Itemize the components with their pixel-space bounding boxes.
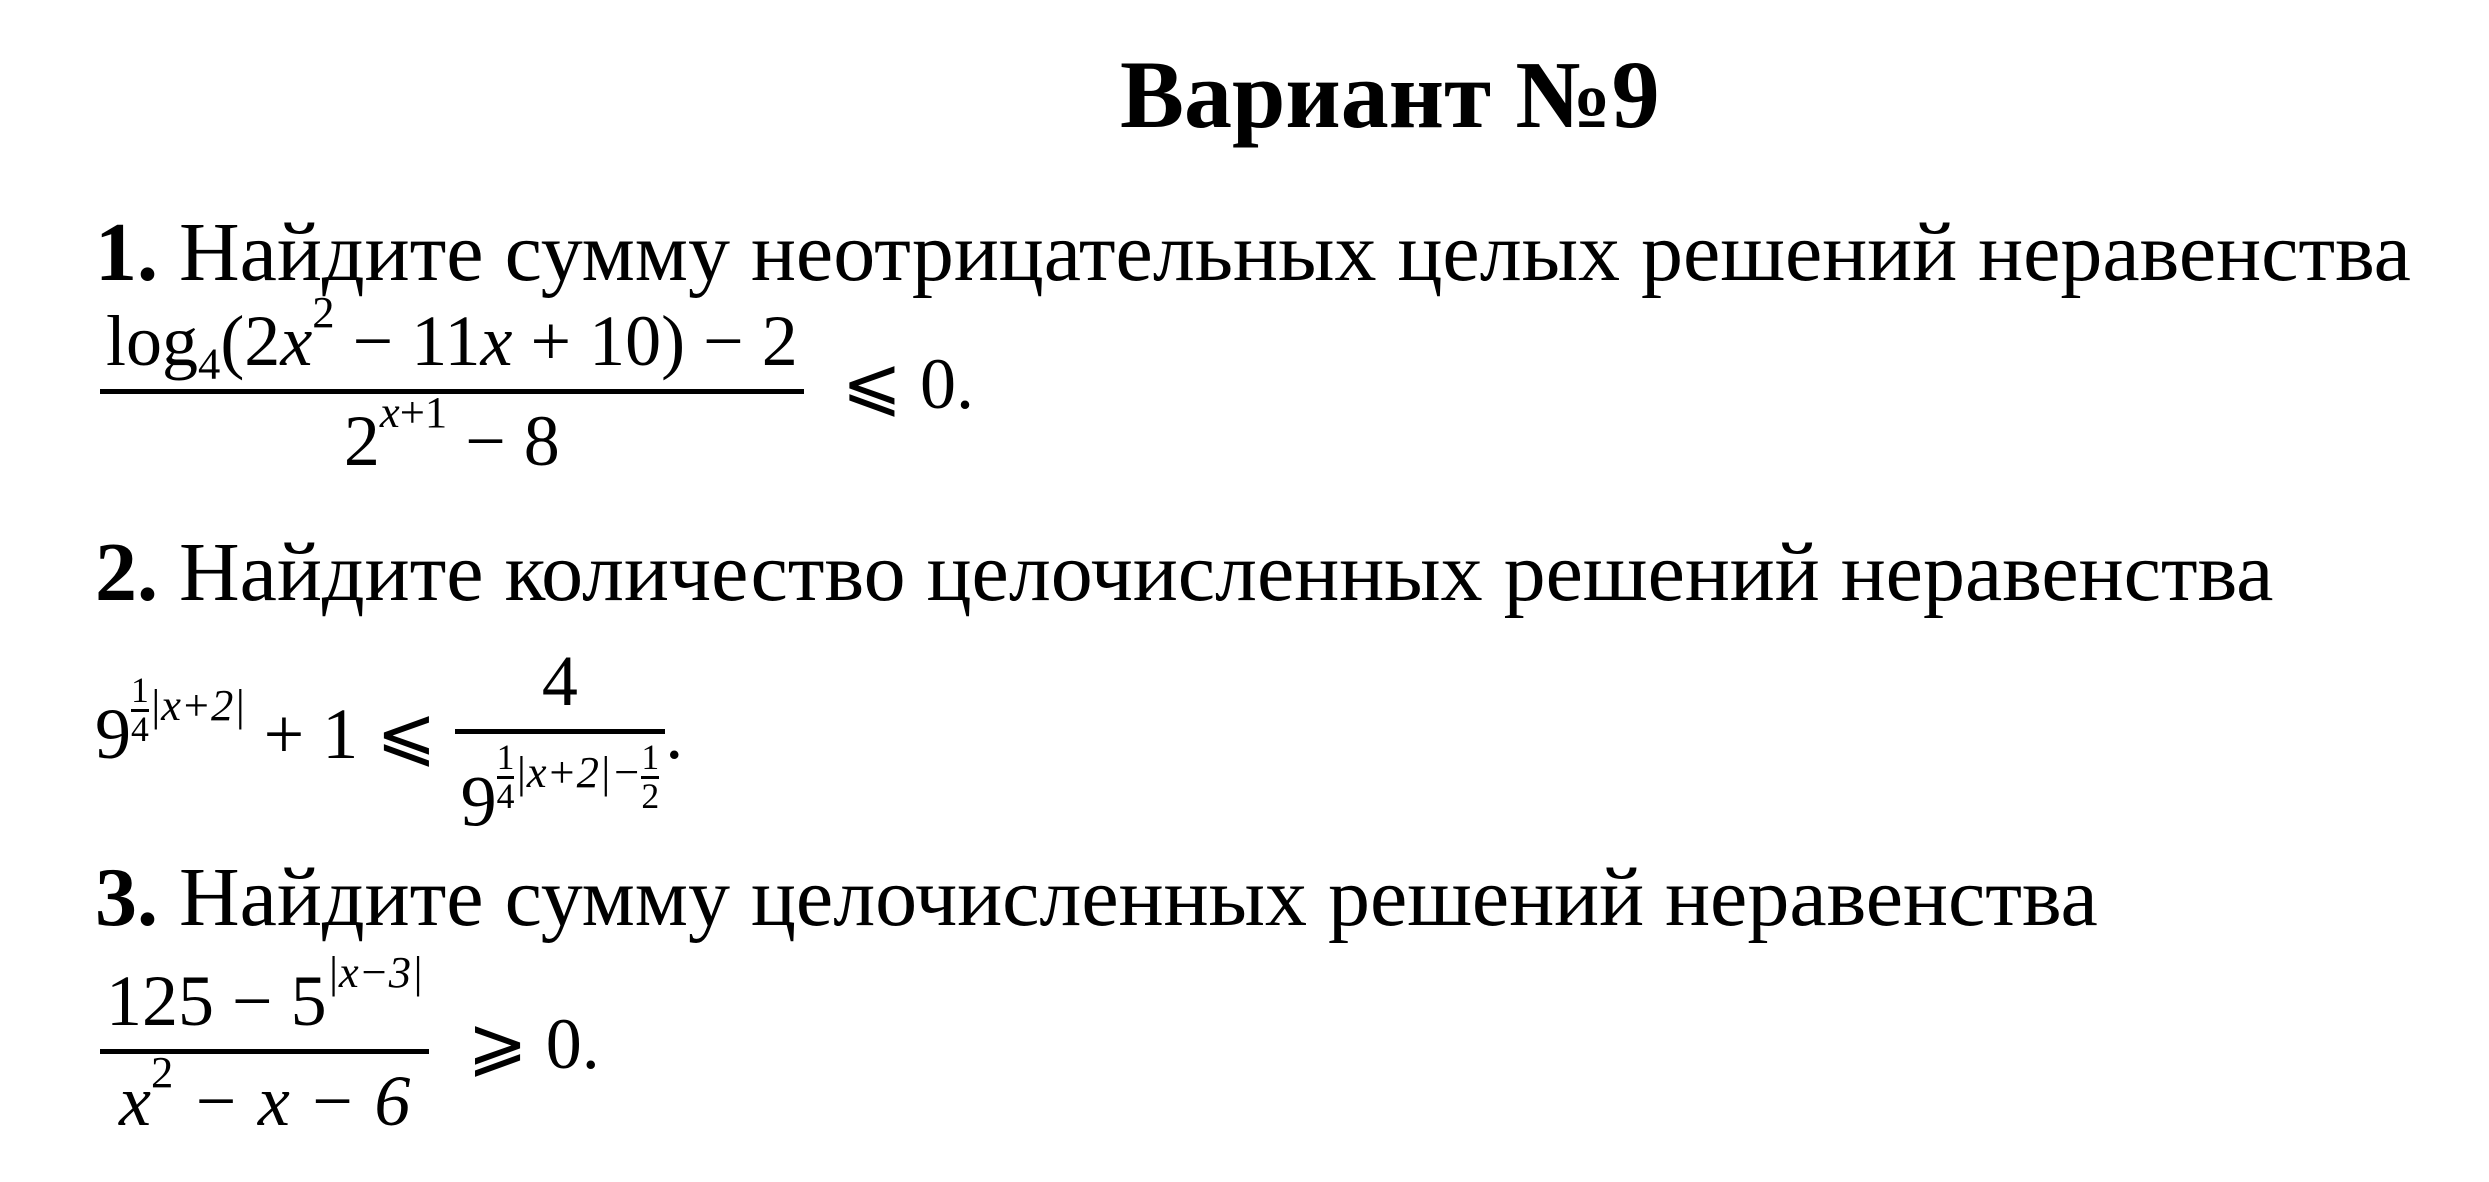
problem-2-lhs: 9 $^{\frac{1}{4} |x+2|}$ bbox=[95, 669, 246, 775]
page-title: Вариант №9 bbox=[1120, 41, 1660, 148]
problem-2-rhs-fraction: 4 9 $^{\frac{1}{4} |x+2|- \frac{1}{2}}$ bbox=[455, 640, 666, 843]
problem-2-lhs-rest: + 1 ⩽ bbox=[245, 694, 455, 775]
problem-1-inequality bbox=[100, 287, 975, 483]
problem-1-denominator: $2^{x+1} - 8$ bbox=[100, 389, 804, 483]
problem-1-text: Найдите сумму неотрицательных целых решений неравенства bbox=[179, 206, 2411, 299]
problem-3-text: Найдите сумму целочисленных решений неравенства bbox=[179, 851, 2098, 944]
problem-1-statement bbox=[95, 205, 2411, 301]
problem-3-statement bbox=[95, 850, 2098, 946]
problem-1-relation: ⩽ 0. bbox=[841, 344, 975, 425]
problem-2-statement bbox=[95, 525, 2273, 621]
problem-3-relation: ⩾ 0. bbox=[467, 1004, 600, 1085]
problem-2-number: 2. bbox=[95, 526, 158, 619]
problem-3-denominator: $x^2 - x - 6$ bbox=[100, 1049, 429, 1143]
problem-3-number: 3. bbox=[95, 851, 158, 944]
problem-2-text: Найдите количество целочисленных решений неравенства bbox=[179, 526, 2274, 619]
problem-3-numerator: $125 - 5^{|x-3|}$ bbox=[106, 947, 424, 1041]
problem-3-inequality bbox=[100, 947, 600, 1143]
problem-1-number: 1. bbox=[95, 206, 158, 299]
problem-3-fraction bbox=[100, 947, 429, 1143]
problem-2-inequality bbox=[95, 640, 683, 843]
problem-1-numerator: $\log_4(2x^2 - 11x + 10) - 2$ bbox=[106, 287, 798, 389]
problem-1-fraction bbox=[100, 287, 804, 483]
problem-2-end: . bbox=[665, 694, 684, 775]
